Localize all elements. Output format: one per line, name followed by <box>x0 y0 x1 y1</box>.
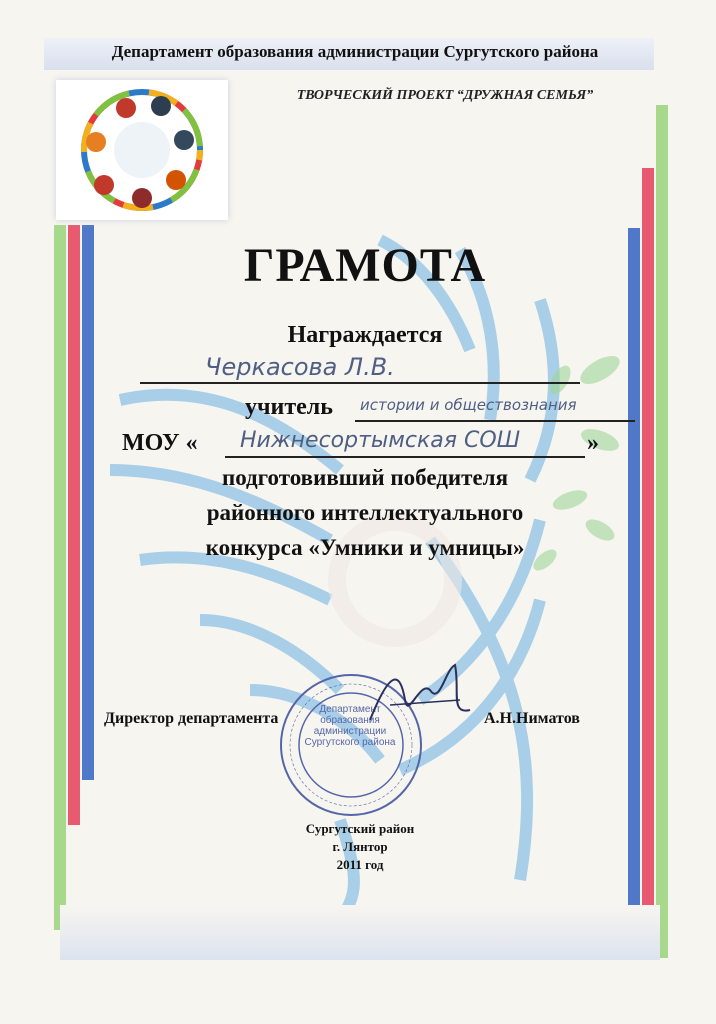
awarded-label: Награждается <box>287 322 443 348</box>
bottom-gradient <box>60 905 660 960</box>
description-line-2: районного интеллектуального <box>206 500 524 525</box>
left-stripe-blue <box>82 225 94 780</box>
director-label: Директор департамента <box>104 710 279 727</box>
award-description <box>120 460 610 565</box>
city-text: г. Лянтор <box>332 839 388 854</box>
family-logo <box>56 80 228 220</box>
certificate-title: ГРАМОТА <box>243 239 487 292</box>
subject-name: истории и обществознания <box>360 396 577 414</box>
department-title: Департамент образования администрации Сургутского района <box>111 42 599 61</box>
left-stripe-green <box>54 225 66 930</box>
school-suffix: » <box>587 430 599 456</box>
right-stripe-blue <box>628 228 640 958</box>
director-name: А.Н.Ниматов <box>484 710 580 727</box>
right-stripe-red <box>642 168 654 958</box>
description-line-1: подготовивший победителя <box>221 465 509 490</box>
year-text: 2011 год <box>336 857 384 872</box>
right-stripe-green <box>656 105 668 958</box>
family-circle-logo-icon <box>56 80 228 220</box>
director-signature-icon <box>360 660 480 740</box>
recipient-name: Черкасова Л.В. <box>205 353 395 381</box>
teacher-label: учитель <box>245 394 333 420</box>
seal-center-text: Департамент образования администрации Сургутского района <box>304 704 396 748</box>
school-underline <box>225 456 585 458</box>
left-stripe-red <box>68 225 80 825</box>
school-prefix: МОУ « <box>122 430 198 456</box>
region-text: Сургутский район <box>305 821 415 836</box>
project-title: ТВОРЧЕСКИЙ ПРОЕКТ “ДРУЖНАЯ СЕМЬЯ” <box>296 88 594 103</box>
description-line-3: конкурса «Умники и умницы» <box>205 535 525 560</box>
place-and-year <box>250 820 470 874</box>
subject-underline <box>355 420 635 422</box>
school-name: Нижнесортымская СОШ <box>240 428 521 453</box>
recipient-underline <box>140 382 580 384</box>
